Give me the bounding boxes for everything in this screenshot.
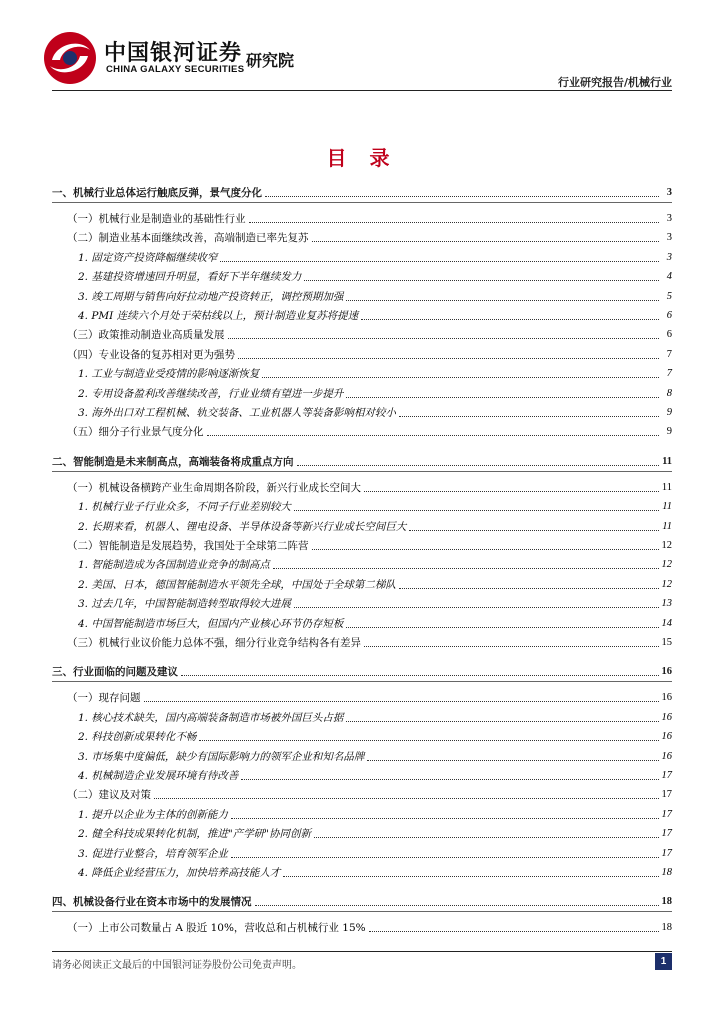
toc-entry-text: 2. 科技创新成果转化不畅 [78,731,197,744]
section-underline [52,681,672,682]
toc-leader-dots [346,300,659,301]
toc-entry[interactable] [52,806,672,822]
toc-entry-text: （一）机械行业是制造业的基础性行业 [67,213,246,225]
toc-entry-text: 4. 机械制造企业发展环境有待改善 [78,770,239,782]
toc-entry[interactable] [52,919,672,935]
toc-leader-dots [346,627,658,628]
section-underline [52,911,672,912]
toc-entry-text: 2. 美国、日本，德国智能制造水平领先全球，中国处于全球第二梯队 [78,578,396,591]
toc-entry[interactable] [52,595,672,611]
toc-entry-text: （五）细分子行业景气度分化 [67,426,204,439]
toc-page-number: 7 [666,368,672,380]
toc-leader-dots [199,740,658,741]
toc-entry[interactable] [52,288,672,304]
brand-name-cn: 中国银河证券 [104,41,243,66]
toc-leader-dots [294,510,659,511]
toc-entry[interactable] [52,576,672,592]
toc-leader-dots [238,358,659,359]
toc-entry-text: 二、智能制造是未来制高点，高端装备将成重点方向 [52,455,294,468]
footer-divider [52,951,672,952]
toc-page-number: 11 [661,481,672,493]
toc-page-number: 11 [662,520,672,532]
toc-entry[interactable] [52,249,672,265]
toc-page-number: 17 [661,789,672,801]
toc-page-number: 14 [661,617,672,629]
toc-entry-text: 1. 机械行业子行业众多，不同子行业差别较大 [78,501,291,514]
toc-page-number: 8 [666,387,672,399]
toc-leader-dots [409,530,659,531]
toc-entry[interactable] [52,229,672,245]
toc-entry[interactable] [52,423,672,439]
toc-leader-dots [265,196,659,197]
toc-entry-text: 2. 专用设备盈利改善继续改善，行业业绩有望进一步提升 [78,387,344,400]
toc-entry-text: 1. 工业与制造业受疫情的影响逐渐恢复 [78,368,260,381]
toc-entry[interactable] [52,767,672,783]
toc-entry[interactable] [52,556,672,572]
toc-leader-dots [249,222,660,223]
toc-entry-text: 2. 长期来看，机器人、锂电设备、半导体设备等新兴行业成长空间巨大 [78,520,407,533]
institute-label: 研究院 [246,51,295,70]
toc-leader-dots [154,798,659,799]
toc-page-number: 15 [661,637,672,648]
toc-entry-text: （四）专业设备的复苏相对更为强势 [67,348,235,361]
toc-page-number: 16 [661,750,672,762]
toc-page-number: 16 [661,692,672,704]
toc-page-number: 4 [666,271,672,283]
footer-disclaimer: 请务必阅读正文最后的中国银河证券股份公司免责声明。 [52,960,302,971]
toc-page-number: 12 [661,578,672,590]
toc-entry[interactable] [52,615,672,631]
toc-entry[interactable] [52,479,672,495]
toc-page-number: 17 [661,808,672,820]
toc-entry-text: 4. 降低企业经营压力，加快培养高技能人才 [78,867,281,879]
toc-entry-text: 1. 智能制造成为各国制造业竞争的制高点 [78,559,270,572]
toc-title: 目 录 [326,146,398,170]
brand-name-en: CHINA GALAXY SECURITIES [106,64,245,75]
toc-entry[interactable] [52,268,672,284]
toc-entry[interactable] [52,498,672,514]
toc-entry-text: 3. 海外出口对工程机械、轨交装备、工业机器人等装备影响相对较小 [78,407,396,419]
toc-leader-dots [207,435,660,436]
toc-entry-text: 4. PMI 连续六个月处于荣枯线以上，预计制造业复苏将提速 [78,310,359,322]
toc-page-number: 3 [666,187,672,198]
toc-entry-text: 2. 基建投资增速回升明显，看好下半年继续发力 [78,271,302,284]
section-underline [52,471,672,472]
toc-page-number: 3 [666,251,672,263]
toc-entry-text: 1. 提升以企业为主体的创新能力 [78,808,228,821]
toc-page-number: 6 [666,310,672,321]
toc-leader-dots [399,588,659,589]
toc-page-number: 18 [661,922,672,934]
toc-entry-text: （二）制造业基本面继续改善，高端制造已率先复苏 [67,232,309,245]
toc-entry[interactable] [52,307,672,323]
toc-leader-dots [364,646,659,647]
toc-page-number: 18 [661,896,672,908]
toc-page-number: 7 [666,348,672,360]
toc-page-number: 13 [661,598,672,610]
toc-entry-text: 3. 市场集中度偏低，缺少有国际影响力的领军企业和知名品牌 [78,750,365,763]
toc-leader-dots [231,857,659,858]
toc-leader-dots [144,701,659,702]
page-number-badge: 1 [655,953,672,970]
toc-leader-dots [346,397,659,398]
toc-entry[interactable] [52,404,672,420]
toc-page-number: 11 [662,455,672,467]
toc-leader-dots [241,779,658,780]
toc-entry[interactable] [52,346,672,362]
toc-entry-text: 1. 核心技术缺失，国内高端装备制造市场被外国巨头占据 [78,711,344,724]
toc-leader-dots [399,416,659,417]
toc-entry[interactable] [52,210,672,226]
toc-leader-dots [220,261,659,262]
toc-entry-text: 3. 促进行业整合，培育领军企业 [78,847,228,860]
toc-page-number: 9 [666,426,672,438]
toc-page-number: 11 [662,501,672,513]
toc-page-number: 9 [666,407,672,418]
toc-page-number: 16 [661,731,672,743]
toc-page-number: 18 [661,867,672,878]
toc-leader-dots [297,465,660,466]
toc-leader-dots [304,280,659,281]
toc-entry-text: （一）上市公司数量占 A 股近 10%，营收总和占机械行业 15% [67,922,366,935]
toc-entry-text: （二）建议及对策 [67,789,151,802]
toc-entry[interactable] [52,453,672,469]
toc-leader-dots [181,675,659,676]
toc-entry[interactable] [52,634,672,650]
toc-leader-dots [294,607,659,608]
toc-entry-text: 4. 中国智能制造市场巨大，但国内产业核心环节仍存短板 [78,617,344,630]
toc-entry-text: （一）现存问题 [67,692,141,705]
toc-entry[interactable] [52,184,672,200]
toc-entry-text: 1. 固定资产投资降幅继续收窄 [78,251,218,264]
toc-entry[interactable] [52,864,672,880]
toc-leader-dots [262,377,659,378]
toc-page-number: 17 [661,847,672,859]
section-underline [52,202,672,203]
toc-page-number: 17 [661,828,672,840]
toc-leader-dots [312,549,659,550]
toc-entry-text: 一、机械行业总体运行触底反弹，景气度分化 [52,187,262,199]
toc-leader-dots [231,818,659,819]
toc-entry-text: 3. 竣工周期与销售向好拉动地产投资转正，调控预期加强 [78,290,344,303]
toc-entry-text: （三）机械行业议价能力总体不强，细分行业竞争结构各有差异 [67,637,361,649]
toc-leader-dots [361,319,659,320]
toc-page-number: 3 [666,213,672,224]
toc-leader-dots [346,721,658,722]
toc-entry[interactable] [52,385,672,401]
toc-leader-dots [228,338,660,339]
toc-entry-text: （一）机械设备横跨产业生命周期各阶段，新兴行业成长空间大 [67,481,361,494]
toc-page-number: 12 [661,559,672,571]
toc-page-number: 3 [666,232,672,244]
toc-leader-dots [255,905,659,906]
toc-leader-dots [367,760,658,761]
toc-entry[interactable] [52,825,672,841]
toc-page-number: 16 [661,711,672,723]
toc-entry[interactable] [52,709,672,725]
toc-entry-text: 2. 健全科技成果转化机制，推进"产学研"协同创新 [78,828,312,841]
toc-entry-text: （二）智能制造是发展趋势，我国处于全球第二阵营 [67,540,309,552]
page-header [0,0,724,92]
galaxy-logo-icon [42,30,98,86]
toc-page-number: 16 [661,666,672,678]
toc-page-number: 12 [661,540,672,551]
toc-leader-dots [364,491,659,492]
toc-leader-dots [369,931,659,932]
toc-entry[interactable] [52,326,672,342]
toc-entry[interactable] [52,893,672,909]
toc-entry-text: 3. 过去几年，中国智能制造转型取得较大进展 [78,598,291,611]
toc-leader-dots [312,241,660,242]
toc-leader-dots [283,876,658,877]
toc-entry[interactable] [52,689,672,705]
toc-page-number: 17 [661,770,672,781]
toc-entry-text: 四、机械设备行业在资本市场中的发展情况 [52,896,252,909]
toc-entry-text: 三、行业面临的问题及建议 [52,666,178,679]
report-type-label: 行业研究报告/机械行业 [557,76,672,89]
toc-entry-text: （三）政策推动制造业高质量发展 [67,329,225,342]
toc-entry[interactable] [52,663,672,679]
toc-entry[interactable] [52,748,672,764]
header-divider [52,90,672,91]
toc-entry[interactable] [52,365,672,381]
toc-entry[interactable] [52,518,672,534]
toc-leader-dots [314,837,658,838]
toc-leader-dots [273,568,659,569]
toc-entry[interactable] [52,845,672,861]
toc-entry[interactable] [52,786,672,802]
toc-entry[interactable] [52,728,672,744]
toc-entry[interactable] [52,537,672,553]
toc-page-number: 5 [666,290,672,302]
toc-page-number: 6 [666,329,672,341]
